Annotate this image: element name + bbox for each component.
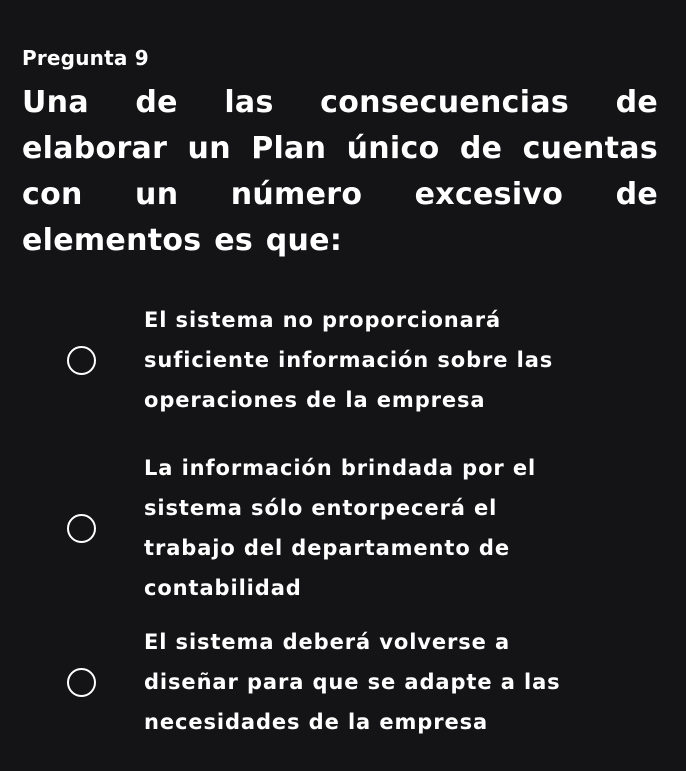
question-text: Una de las consecuencias de elaborar un Plan único de cuentas con un número excesivo de elementos es que:: [22, 85, 658, 258]
answer-option-label: La información brindada por el sistema sólo entorpecerá el trabajo del departamento de contabilidad: [144, 456, 537, 600]
radio-button-icon[interactable]: [67, 346, 96, 375]
radio-button-icon[interactable]: [67, 514, 96, 543]
radio-button-icon[interactable]: [67, 668, 96, 697]
answer-option-1[interactable]: [64, 300, 664, 420]
answer-option-label: El sistema no proporcionará suficiente información sobre las operaciones de la empresa: [144, 308, 554, 412]
answer-option-3[interactable]: [64, 622, 664, 742]
answer-option-2[interactable]: [64, 448, 664, 608]
answer-option-label: El sistema deberá volverse a diseñar para que se adapte a las necesidades de la empresa: [144, 630, 561, 734]
question-number: Pregunta 9: [22, 46, 149, 70]
